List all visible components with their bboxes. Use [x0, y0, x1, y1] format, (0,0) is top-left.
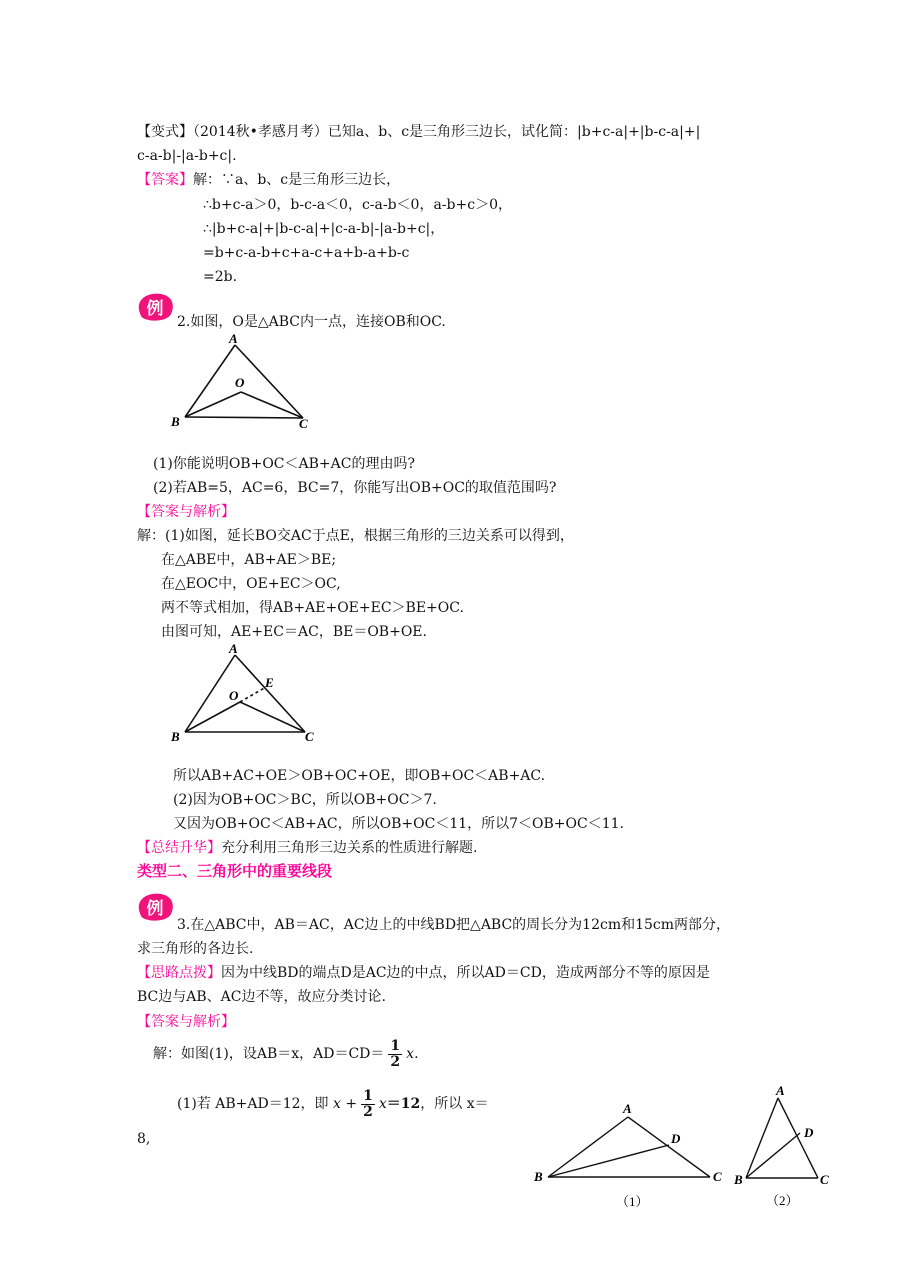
fig2-label-e: E [265, 675, 274, 690]
example2-icon-text: 例 [146, 299, 164, 319]
variant-tag: 【变式】 [137, 124, 193, 140]
section-heading: 类型二、三角形中的重要线段 [137, 862, 333, 880]
example-badge-icon [135, 292, 175, 322]
fraction-half: $\frac{1}{2}$ [390, 1037, 401, 1070]
answer2-after2: 又因为OB+OC＜AB+AC，所以OB+OC＜11，所以7＜OB+OC＜11. [173, 816, 624, 832]
fig1-label-c: C [299, 416, 308, 431]
example3-stem2: 求三角形的各边长. [137, 941, 254, 957]
example2-q2: (2)若AB=5，AC=6，BC=7，你能写出OB+OC的取值范围吗? [153, 480, 557, 496]
example-badge-icon [135, 892, 175, 922]
example3-stem1: 3.在△ABC中，AB＝AC，AC边上的中线BD把△ABC的周长分为12cm和15cm两部分， [177, 917, 731, 933]
fig4-caption: （2） [766, 1193, 799, 1208]
answer1-line3: =b+c-a-b+c+a-c+a+b-a+b-c [203, 245, 410, 261]
answer2-line4: 由图可知，AE+EC＝AC，BE＝OB+OE. [161, 624, 427, 640]
answer1-line4: =2b. [203, 269, 238, 285]
fig4-label-a: A [776, 1083, 785, 1098]
example3-icon-text: 例 [146, 899, 164, 919]
summary-tag: 【总结升华】 [137, 840, 221, 856]
triangle-figure-1 [165, 330, 325, 435]
triangle-figure-3 [530, 1095, 735, 1215]
example2-stem: 2.如图，O是△ABC内一点，连接OB和OC. [177, 314, 446, 330]
triangle-figure-2 [165, 640, 325, 745]
answer3-tag: 【答案与解析】 [137, 1014, 235, 1030]
fig3-label-c: C [713, 1169, 722, 1184]
fig3-caption: （1） [616, 1194, 649, 1209]
fig1-label-o: O [235, 375, 245, 390]
answer2-line0: 解：(1)如图，延长BO交AC于点E，根据三角形的三边关系可以得到， [137, 528, 574, 544]
answer2-after1: (2)因为OB+OC＞BC，所以OB+OC＞7. [173, 792, 437, 808]
hint-line1: 【思路点拨】因为中线BD的端点D是AC边的中点，所以AD＝CD，造成两部分不等的原因是 [137, 965, 710, 981]
fig4-label-b: B [734, 1172, 743, 1187]
answer2-line3: 两不等式相加，得AB+AE+OE+EC＞BE+OC. [161, 600, 464, 616]
answer1-line2: ∴|b+c-a|+|b-c-a|+|c-a-b|-|a-b+c|， [203, 221, 445, 237]
fig2-label-a: A [229, 641, 238, 656]
answer2-line1: 在△ABE中，AB+AE＞BE; [161, 552, 337, 568]
answer2-after0: 所以AB+AC+OE＞OB+OC+OE，即OB+OC＜AB+AC. [173, 768, 546, 784]
fig2-label-b: B [171, 729, 180, 744]
answer3-case1-cont: 8, [137, 1131, 151, 1147]
fig4-label-c: C [820, 1172, 829, 1187]
triangle-figure-4 [732, 1078, 842, 1213]
hint-line2: BC边与AB、AC边不等，故应分类讨论. [137, 989, 386, 1005]
fig3-label-a: A [623, 1101, 632, 1116]
fig1-label-b: B [171, 414, 180, 429]
hint-tag: 【思路点拨】 [137, 965, 221, 981]
fig3-label-d: D [671, 1131, 681, 1146]
summary-line: 【总结升华】充分利用三角形三边关系的性质进行解题. [137, 840, 478, 856]
answer3-case1: (1)若 AB+AD＝12，即 x + $\frac{1}{2}$ x＝12，所以 x＝ [177, 1087, 489, 1120]
answer1-tag: 【答案】 [137, 172, 193, 188]
variant-line2: c-a-b|-|a-b+c|. [137, 148, 237, 164]
answer2-line2: 在△EOC中，OE+EC＞OC, [161, 576, 341, 592]
example2-q1: (1)你能说明OB+OC＜AB+AC的理由吗? [153, 456, 415, 472]
fig4-label-d: D [804, 1125, 814, 1140]
variant-line1: 【变式】（2014秋•孝感月考）已知a、b、c是三角形三边长，试化简：|b+c-a|+|b-c-a|+| [137, 124, 701, 140]
answer2-tag: 【答案与解析】 [137, 504, 235, 520]
fig1-label-a: A [229, 331, 238, 346]
answer1-line0: 【答案】解：∵a、b、c是三角形三边长， [137, 172, 401, 188]
answer3-solution: 解：如图(1)，设AB＝x，AD＝CD＝ $\frac{1}{2}$ x. [153, 1037, 419, 1070]
fig2-label-o: O [229, 688, 239, 703]
fig2-label-c: C [305, 729, 314, 744]
answer1-line1: ∴b+c-a＞0，b-c-a＜0，c-a-b＜0，a-b+c＞0， [203, 197, 512, 213]
fraction-half-2: $\frac{1}{2}$ [363, 1087, 373, 1120]
fig3-label-b: B [534, 1169, 543, 1184]
